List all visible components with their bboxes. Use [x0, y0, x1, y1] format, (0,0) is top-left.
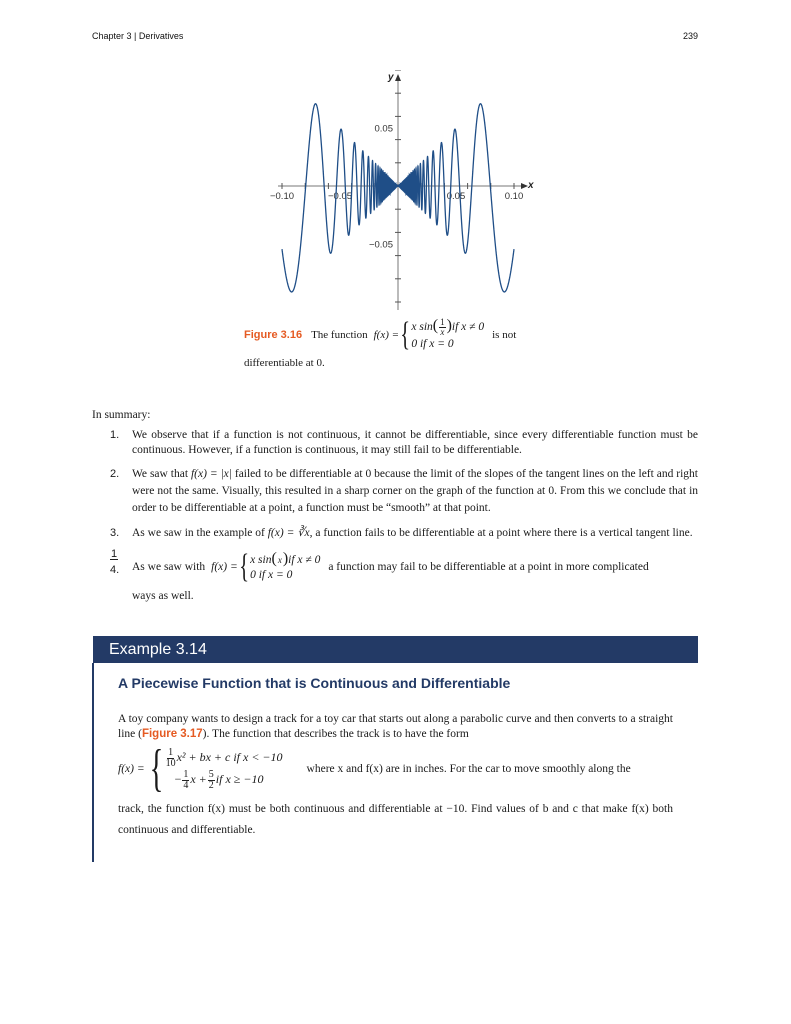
case1-condition: if x ≠ 0 [451, 321, 485, 334]
item-number: 1. [110, 429, 120, 441]
item-text: We observe that if a function is not continuous, it cannot be differentiable, since every differentiable function must be continuous. However, if a function is continuous, it may still fail to be differentiable. [132, 429, 698, 456]
svg-text:−0.05: −0.05 [327, 191, 353, 202]
case2: 0 if x = 0 [411, 338, 454, 350]
summary-list [110, 428, 698, 613]
svg-text:−0.10: −0.10 [269, 191, 295, 202]
svg-text:0.10: 0.10 [504, 191, 524, 202]
case1-prefix: x sin [250, 554, 272, 566]
summary-item [110, 525, 698, 542]
item-text: a function may fail to be differentiable at a point in more complicated [328, 560, 649, 573]
frac-num: 1 [183, 768, 189, 780]
item-text: a function fails to be differentiable at a point where there is a vertical tangent line. [315, 527, 693, 539]
frac-num: 1 [111, 548, 118, 560]
piecewise-function: { x sin( 1 x )if x ≠ 0 0 if x = 0 [111, 548, 321, 585]
svg-text:0.05: 0.05 [374, 123, 393, 135]
case2: 0 if x = 0 [250, 569, 293, 581]
piecewise-function: { x sin( $\frac{1}{x}$ )if x ≠ 0 0 if x = 0 [400, 316, 485, 353]
frac-den: 10 [165, 758, 176, 769]
caption-line2: differentiable at [244, 357, 314, 369]
summary-item [110, 550, 698, 605]
figure-caption [244, 318, 554, 370]
item-text: As we saw in the example of [132, 527, 265, 539]
example-formula-row: f(x) = { $\frac{1}{10}$ x² + bx + c if x < −10 − $\frac{1}{4}$ x + $\frac{5}{2}$ if x ≥ −10 where x and f(x) are in inches. For the car to move smoothly along the [118, 743, 673, 795]
example-text: A toy company wants to design a track for a toy car that starts out along a parabolic curve and then converts to a straight line ( [118, 713, 673, 740]
frac-den: x [277, 554, 282, 565]
function-plot [255, 70, 545, 320]
item-number: 4. [110, 564, 120, 576]
item-text: From this we conclude that in order to be differentiable at a point, a function must be “smooth” at that point. [132, 485, 699, 514]
item-text: because the limit of the slopes of the tangent lines on the left and right were not the same. Visually, this resulted in a sharp corner on the graph of the function at [132, 468, 698, 497]
caption-text: The function [311, 329, 368, 341]
item-text: We saw that [132, 468, 189, 480]
frac-den: 2 [208, 779, 214, 791]
example-header: Example 3.14 [93, 636, 698, 663]
summary-intro: In summary: [92, 409, 151, 421]
case1-prefix: x sin [411, 321, 433, 334]
page-number: 239 [682, 31, 698, 41]
item-number: 2. [110, 468, 120, 480]
running-header-chapter: Chapter 3 | Derivatives [92, 31, 184, 41]
case1-condition: if x ≠ 0 [288, 554, 321, 566]
caption-after: is not [492, 329, 517, 341]
caption-value: 0. [316, 357, 325, 369]
svg-text:y: y [388, 72, 394, 83]
item-text: ways as well. [132, 590, 194, 602]
minus-sign: − [174, 772, 182, 786]
item-math: f(x) = ∛x, [267, 527, 313, 539]
caption-function: f(x) = [373, 329, 400, 341]
item-math: f(x) = [211, 560, 238, 573]
svg-text:x: x [528, 180, 534, 191]
frac-num: 1 [168, 747, 174, 758]
example-left-rule [92, 663, 94, 862]
item-text: As we saw with [132, 560, 206, 573]
example-text: track, the function f(x) must be both continuous and differentiable at −10. Find values of b and c that make f(x) both continuous and differentiable. [118, 803, 673, 836]
summary-item [110, 428, 698, 458]
summary-item [110, 466, 698, 517]
formula-lhs: f(x) = [118, 762, 145, 775]
frac-num: 5 [208, 768, 214, 780]
frac-den: 4 [183, 779, 189, 791]
example-body [118, 712, 673, 841]
item-math: f(x) = |x| [190, 468, 232, 480]
svg-text:0.05: 0.05 [446, 191, 466, 202]
item-math: 0 [365, 468, 372, 480]
item-math: 0. [548, 485, 557, 497]
frac-num: 1 [440, 317, 445, 327]
example-title: A Piecewise Function that is Continuous and Differentiable [118, 675, 511, 691]
case1-rest: x² + bx + c if x < −10 [176, 750, 283, 765]
example-text: ). The function that describes the track is to have the form [202, 728, 469, 740]
case2-rest: if x ≥ −10 [215, 772, 264, 786]
svg-text:−0.05: −0.05 [368, 239, 393, 251]
item-number: 3. [110, 527, 120, 539]
example-text: where x and f(x) are in inches. For the car to move smoothly along the [306, 762, 631, 775]
item-text: failed to be differentiable at [234, 468, 363, 480]
figure-label: Figure 3.16 [244, 329, 303, 341]
frac-den: x [440, 327, 445, 337]
case2-mid: x + [190, 772, 207, 786]
figure-link[interactable]: Figure 3.17 [141, 728, 203, 740]
formula-cases [165, 747, 283, 791]
